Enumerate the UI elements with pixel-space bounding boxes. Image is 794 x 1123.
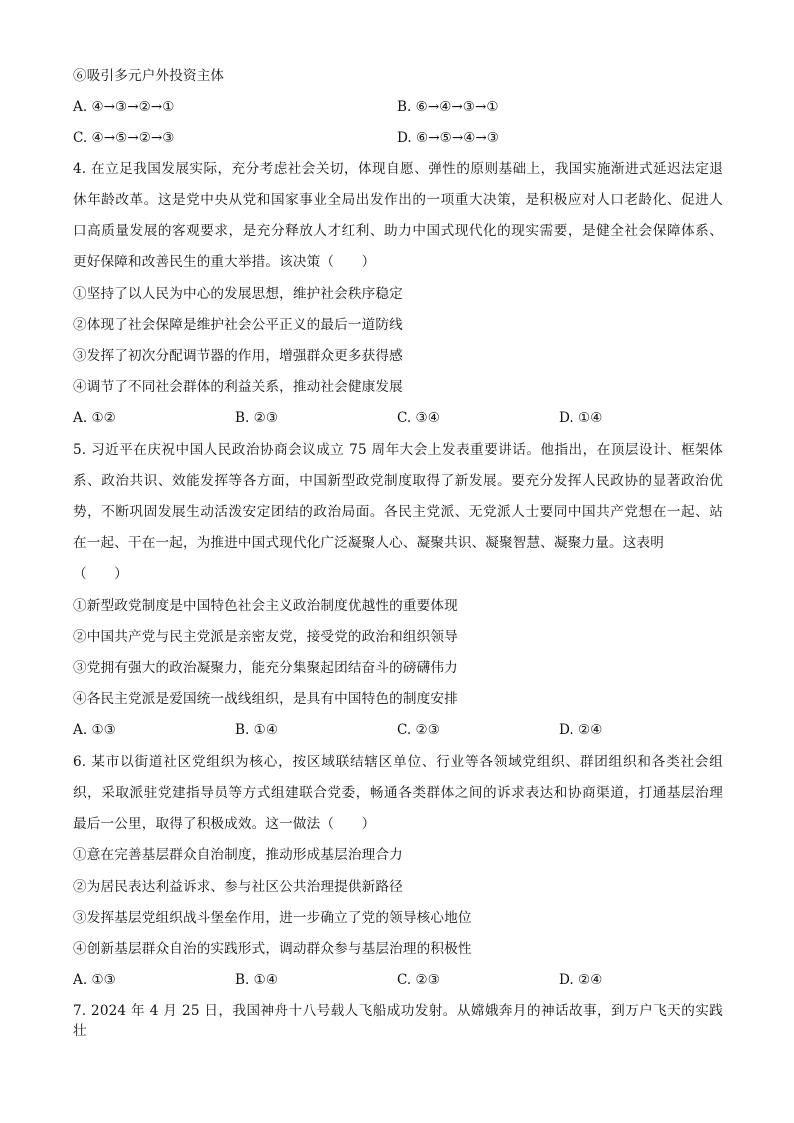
q3-option-a: A. ④→③→②→① — [73, 99, 175, 115]
q6-item-2: ②为居民表达利益诉求、参与社区公共治理提供新路径 — [73, 879, 403, 895]
q5-option-d: D. ②④ — [559, 722, 603, 738]
q5-stem-line-4: 在一起、干在一起，为推进中国式现代化广泛凝聚人心、凝聚共识、凝聚智慧、凝聚力量。这表明 — [73, 535, 664, 551]
q5-stem-line-1: 5. 习近平在庆祝中国人民政治协商会议成立 75 周年大会上发表重要讲话。他指出，在顶层设计、框架体 — [73, 442, 723, 458]
q4-item-3: ③发挥了初次分配调节器的作用，增强群众更多获得感 — [73, 348, 403, 364]
q5-option-b: B. ①④ — [235, 722, 279, 738]
q4-option-b: B. ②③ — [235, 410, 279, 426]
q5-item-1: ①新型政党制度是中国特色社会主义政治制度优越性的重要体现 — [73, 598, 458, 614]
q5-item-3: ③党拥有强大的政治凝聚力，能充分集聚起团结奋斗的磅礴伟力 — [73, 660, 458, 676]
q6-option-c: C. ②③ — [397, 972, 440, 988]
q6-option-b: B. ①④ — [235, 972, 279, 988]
q3-option-d: D. ⑥→⑤→④→③ — [397, 130, 499, 146]
q4-stem-line-1: 4. 在立足我国发展实际，充分考虑社会关切，体现自愿、弹性的原则基础上，我国实施渐进式延迟法定退 — [73, 161, 723, 177]
q5-option-a: A. ①③ — [73, 722, 116, 738]
q6-stem-line-2: 织，采取派驻党建指导员等方式组建联合党委，畅通各类群体之间的诉求表达和协商渠道，打通基层治理 — [73, 785, 723, 801]
q5-item-4: ④各民主党派是爱国统一战线组织，是具有中国特色的制度安排 — [73, 691, 458, 707]
q6-item-3: ③发挥基层党组织战斗堡垒作用，进一步确立了党的领导核心地位 — [73, 910, 472, 926]
q3-item-6: ⑥吸引多元户外投资主体 — [73, 68, 225, 84]
q4-item-4: ④调节了不同社会群体的利益关系，推动社会健康发展 — [73, 379, 403, 395]
q7-stem-line-1: 7. 2024 年 4 月 25 日，我国神舟十八号载人飞船成功发射。从嫦娥奔月的神话故事，到万户飞天的实践壮 — [73, 1003, 723, 1039]
q4-option-c: C. ③④ — [397, 410, 440, 426]
q6-stem-line-3: 最后一公里，取得了积极成效。这一做法（ ） — [73, 816, 376, 832]
q4-stem-line-2: 休年龄改革。这是党中央从党和国家事业全局出发作出的一项重大决策，是积极应对人口老龄化、促进人 — [73, 192, 723, 208]
q5-stem-line-2: 系、政治共识、效能发挥等各方面，中国新型政党制度取得了新发展。要充分发挥人民政协的显著政治优 — [73, 473, 723, 489]
q4-item-2: ②体现了社会保障是维护社会公平正义的最后一道防线 — [73, 317, 403, 333]
q6-item-4: ④创新基层群众自治的实践形式，调动群众参与基层治理的积极性 — [73, 941, 472, 957]
q4-option-d: D. ①④ — [559, 410, 603, 426]
q3-option-c: C. ④→⑤→②→③ — [73, 130, 175, 146]
q5-stem-line-3: 势，不断巩固发展生动活泼安定团结的政治局面。各民主党派、无党派人士要同中国共产党想在一起、站 — [73, 504, 723, 520]
q4-stem-line-3: 口高质量发展的客观要求，是充分释放人才红利、助力中国式现代化的现实需要，是健全社会保障体系、 — [73, 223, 723, 239]
q4-stem-line-4: 更好保障和改善民生的重大举措。该决策（ ） — [73, 254, 376, 270]
q5-option-c: C. ②③ — [397, 722, 440, 738]
q5-item-2: ②中国共产党与民主党派是亲密友党，接受党的政治和组织领导 — [73, 629, 458, 645]
q5-stem-line-5: （ ） — [73, 566, 128, 582]
q6-option-d: D. ②④ — [559, 972, 603, 988]
q6-item-1: ①意在完善基层群众自治制度，推动形成基层治理合力 — [73, 847, 403, 863]
q3-option-b: B. ⑥→④→③→① — [397, 99, 499, 115]
q4-option-a: A. ①② — [73, 410, 116, 426]
q4-item-1: ①坚持了以人民为中心的发展思想，维护社会秩序稳定 — [73, 286, 403, 302]
q6-option-a: A. ①③ — [73, 972, 116, 988]
q6-stem-line-1: 6. 某市以街道社区党组织为核心，按区域联结辖区单位、行业等各领域党组织、群团组织和各类社会组 — [73, 754, 723, 770]
